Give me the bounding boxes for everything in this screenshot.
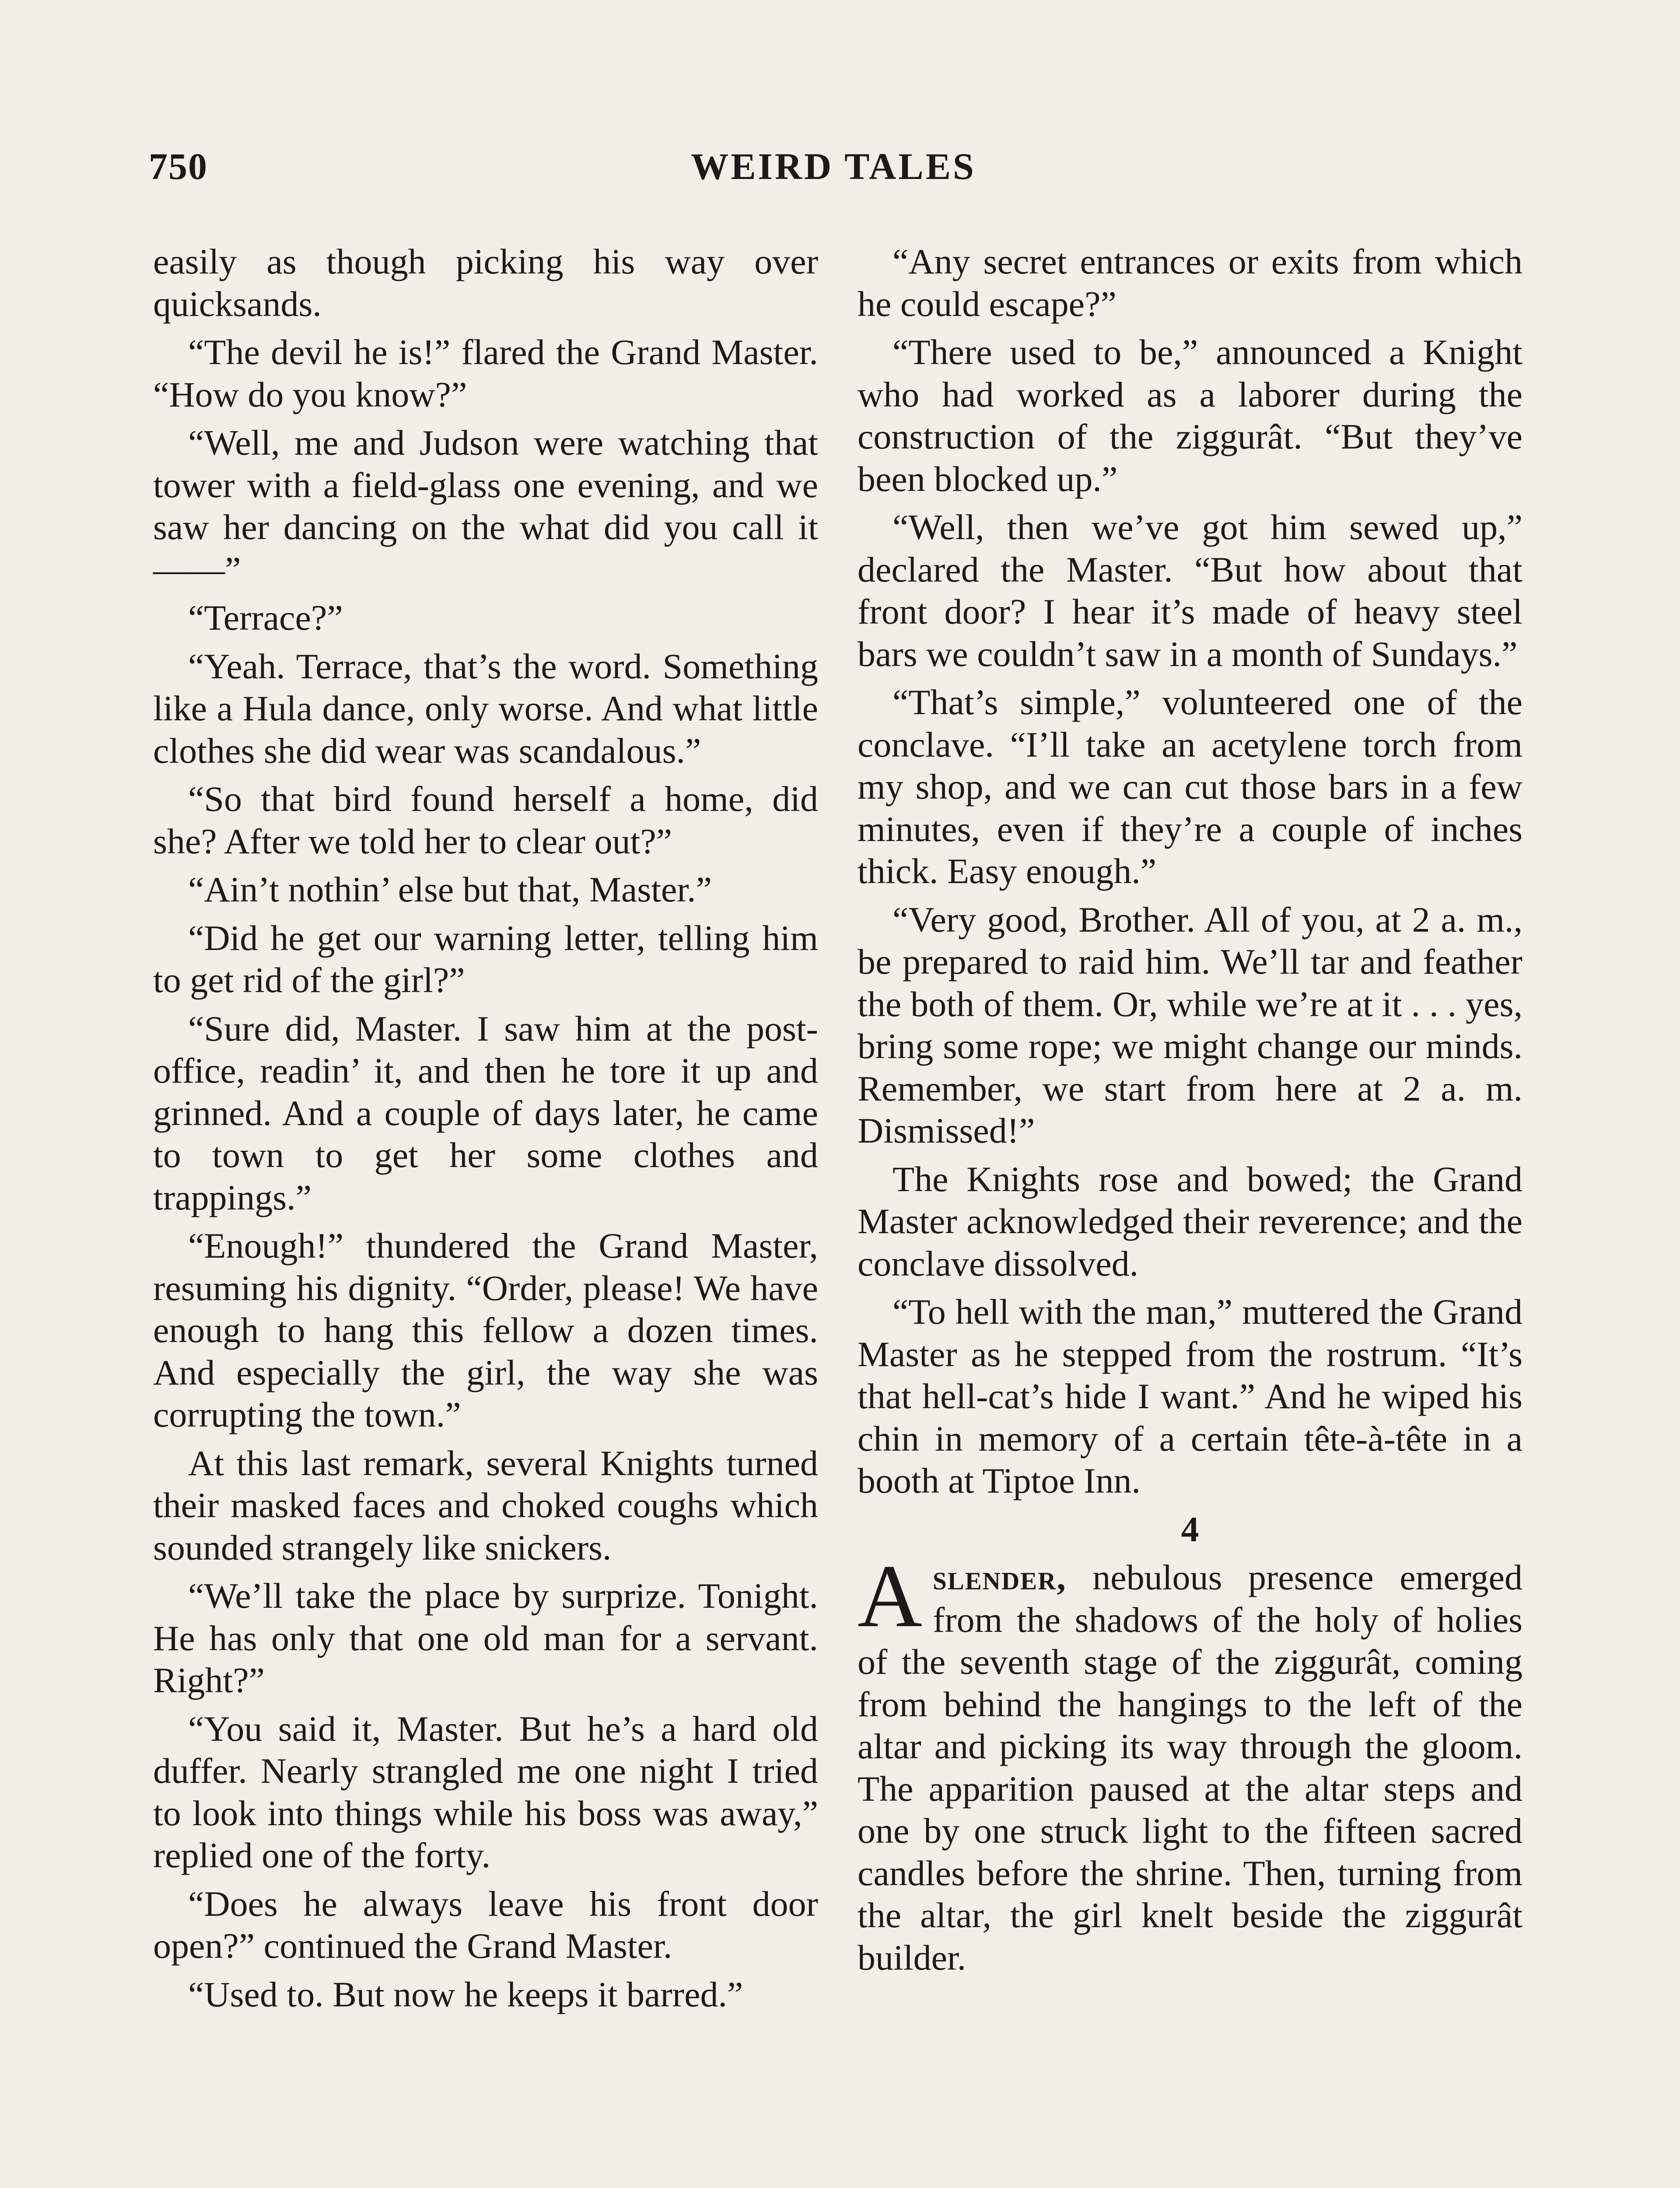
paragraph: The Knights rose and bowed; the Grand Master acknowledged their reverence; and the conclave dissolved. bbox=[858, 1159, 1522, 1283]
paragraph: “Well, then we’ve got him sewed up,” declared the Master. “But how about that front door? I hear it’s made of heavy steel bars we couldn’t saw in a month of Sundays.” bbox=[858, 507, 1522, 674]
paragraph: “Ain’t nothin’ else but that, Master.” bbox=[188, 870, 712, 909]
paragraph: At this last remark, several Knights turned their masked faces and choked coughs which sounded strangely like snickers. bbox=[153, 1443, 818, 1567]
section-opening-paragraph bbox=[858, 1546, 1522, 1979]
right-column bbox=[858, 241, 1522, 1985]
left-column bbox=[153, 241, 818, 2022]
paragraph: “Any secret entrances or exits from which he could escape?” bbox=[858, 242, 1522, 324]
section-number: 4 bbox=[1181, 1509, 1199, 1549]
running-title: WEIRD TALES bbox=[691, 145, 976, 187]
paragraph: “To hell with the man,” muttered the Grand Master as he stepped from the rostrum. “It’s that hell-cat’s hide I want.” And he wiped his chin in memory of a certain tête-à-tête in a booth at Tiptoe Inn. bbox=[858, 1292, 1522, 1501]
paragraph: “Did he get our warning letter, telling him to get rid of the girl?” bbox=[153, 918, 818, 1000]
paragraph: easily as though picking his way over quicksands. bbox=[153, 242, 818, 324]
paragraph: “The devil he is!” flared the Grand Master. “How do you know?” bbox=[153, 332, 818, 414]
small-caps-lead: slender, bbox=[933, 1557, 1067, 1597]
page-number: 750 bbox=[149, 145, 208, 187]
paragraph: “So that bird found herself a home, did she? After we told her to clear out?” bbox=[153, 779, 818, 861]
paragraph: “Yeah. Terrace, that’s the word. Something like a Hula dance, only worse. And what little clothes she did wear was scandalous.” bbox=[153, 646, 818, 771]
paragraph: “Sure did, Master. I saw him at the post-office, readin’ it, and then he tore it up and grinned. And a couple of days later, he came to town to get her some clothes and trappings.” bbox=[153, 1008, 818, 1217]
paragraph: “Enough!” thundered the Grand Master, resuming his dignity. “Order, please! We have enough to hang this fellow a dozen times. And especially the girl, the way she was corrupting the town.” bbox=[153, 1226, 818, 1434]
drop-cap: A bbox=[858, 1546, 923, 1646]
paragraph: “Well, me and Judson were watching that tower with a field-glass one evening, and we saw her dancing on the what did you call it——” bbox=[153, 423, 818, 589]
paragraph: “That’s simple,” volunteered one of the conclave. “I’ll take an acetylene torch from my shop, and we can cut those bars in a few minutes, even if they’re a couple of inches thick. Easy enough.” bbox=[858, 682, 1522, 891]
paragraph: “Very good, Brother. All of you, at 2 a. m., be prepared to raid him. We’ll tar and feather the both of them. Or, while we’re at it . . . yes, bring some rope; we might change our minds. Remember, we start from here at 2 a. m. Dismissed!” bbox=[858, 899, 1522, 1150]
paragraph: “Does he always leave his front door open?” continued the Grand Master. bbox=[153, 1883, 818, 1966]
paragraph: “Used to. But now he keeps it barred.” bbox=[188, 1974, 743, 2014]
paragraph: “We’ll take the place by surprize. Tonight. He has only that one old man for a servant. Right?” bbox=[153, 1576, 818, 1700]
opening-text: nebulous presence emerged from the shadows of the holy of holies of the seventh stage of the ziggurât, coming from behind the hangings to the left of the altar and picking its way through the gloom. The apparition paused at the altar steps and one by one struck light to the fifteen sacred candles before the shrine. Then, turning from the altar, the girl knelt beside the ziggurât builder. bbox=[858, 1557, 1522, 1978]
page-header bbox=[149, 144, 1518, 197]
paragraph: “Terrace?” bbox=[188, 598, 343, 638]
paragraph: “There used to be,” announced a Knight who had worked as a laborer during the construction of the ziggurât. “But they’ve been blocked up.” bbox=[858, 332, 1522, 499]
paragraph: “You said it, Master. But he’s a hard old duffer. Nearly strangled me one night I tried to look into things while his boss was away,” replied one of the forty. bbox=[153, 1708, 818, 1875]
